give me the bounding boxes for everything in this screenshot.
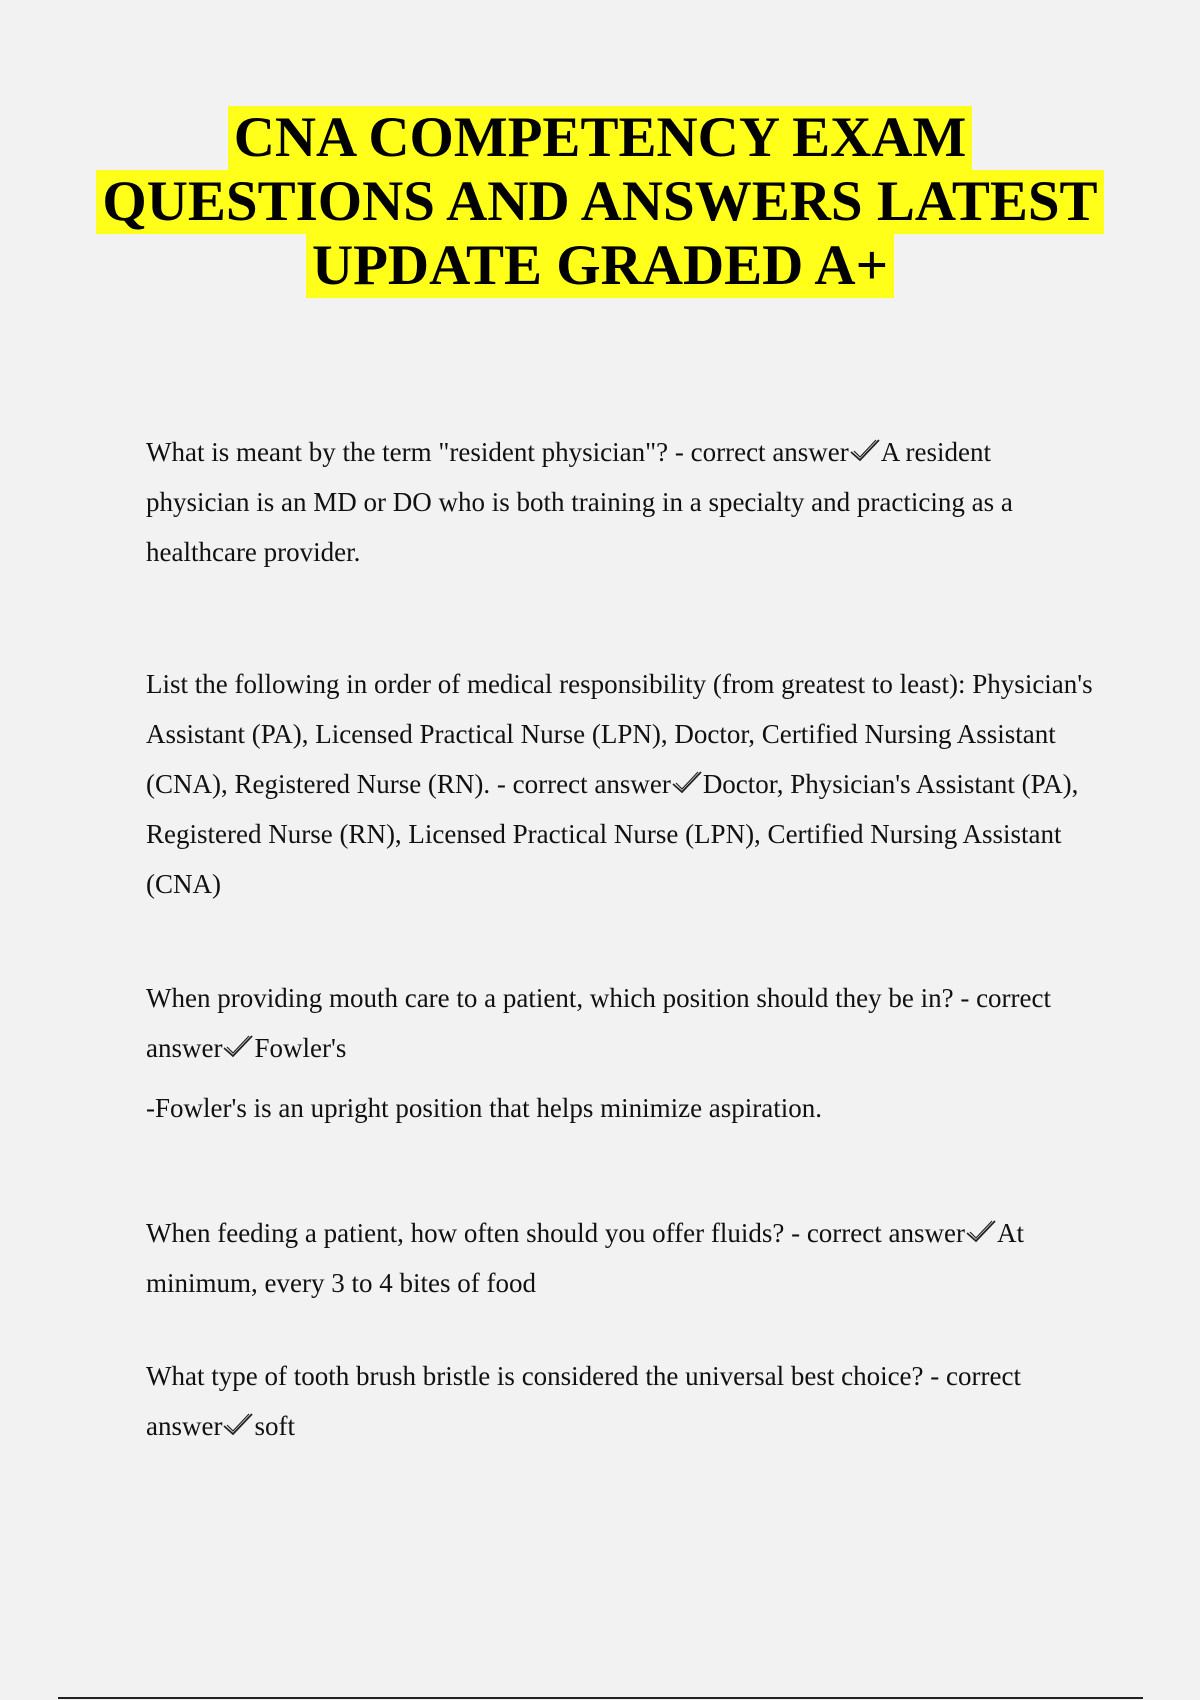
qa-item-1	[146, 427, 1096, 577]
qa-item-3	[146, 973, 1096, 1133]
answer-note: -Fowler's is an upright position that helps minimize aspiration.	[146, 1093, 823, 1123]
title-line-1: CNA COMPETENCY EXAM	[228, 106, 973, 170]
qa-paragraph	[146, 659, 1096, 909]
qa-item-2	[146, 659, 1096, 909]
title-line-3: UPDATE GRADED A+	[306, 234, 894, 298]
answer-text: Fowler's	[254, 1033, 347, 1063]
check-icon	[849, 437, 881, 463]
question-text: What is meant by the term "resident physician"? - correct answer	[146, 437, 849, 467]
question-text: List the following in order of medical responsibility (from greatest to least): Physician's Assistant (PA), Licensed Practical Nurse (LPN), Doctor, Certified Nursing Assistant (CNA), Registered Nurse (RN). - correct answer	[146, 669, 1093, 799]
question-text: When providing mouth care to a patient, which position should they be in? - correct answer	[146, 983, 1052, 1063]
qa-paragraph	[146, 1351, 1096, 1451]
qa-paragraph	[146, 1208, 1096, 1308]
check-icon	[671, 769, 703, 795]
answer-text: A resident physician is an MD or DO who is both training in a specialty and practicing as a healthcare provider.	[146, 437, 1013, 567]
footer-rule	[58, 1697, 1143, 1699]
check-icon	[222, 1033, 254, 1059]
question-text: When feeding a patient, how often should you offer fluids? - correct answer	[146, 1218, 965, 1248]
answer-text: soft	[254, 1411, 295, 1441]
qa-paragraph	[146, 973, 1096, 1073]
document-title	[0, 106, 1200, 298]
answer-text: Doctor, Physician's Assistant (PA), Registered Nurse (RN), Licensed Practical Nurse (LPN), Certified Nursing Assistant (CNA)	[146, 769, 1079, 899]
answer-text: At minimum, every 3 to 4 bites of food	[146, 1218, 1024, 1298]
qa-paragraph	[146, 427, 1096, 577]
title-line-2: QUESTIONS AND ANSWERS LATEST	[96, 170, 1103, 234]
question-text: What type of tooth brush bristle is considered the universal best choice? - correct answer	[146, 1361, 1021, 1441]
check-icon	[965, 1218, 997, 1244]
qa-item-5	[146, 1351, 1096, 1451]
qa-item-4	[146, 1208, 1096, 1308]
check-icon	[222, 1411, 254, 1437]
